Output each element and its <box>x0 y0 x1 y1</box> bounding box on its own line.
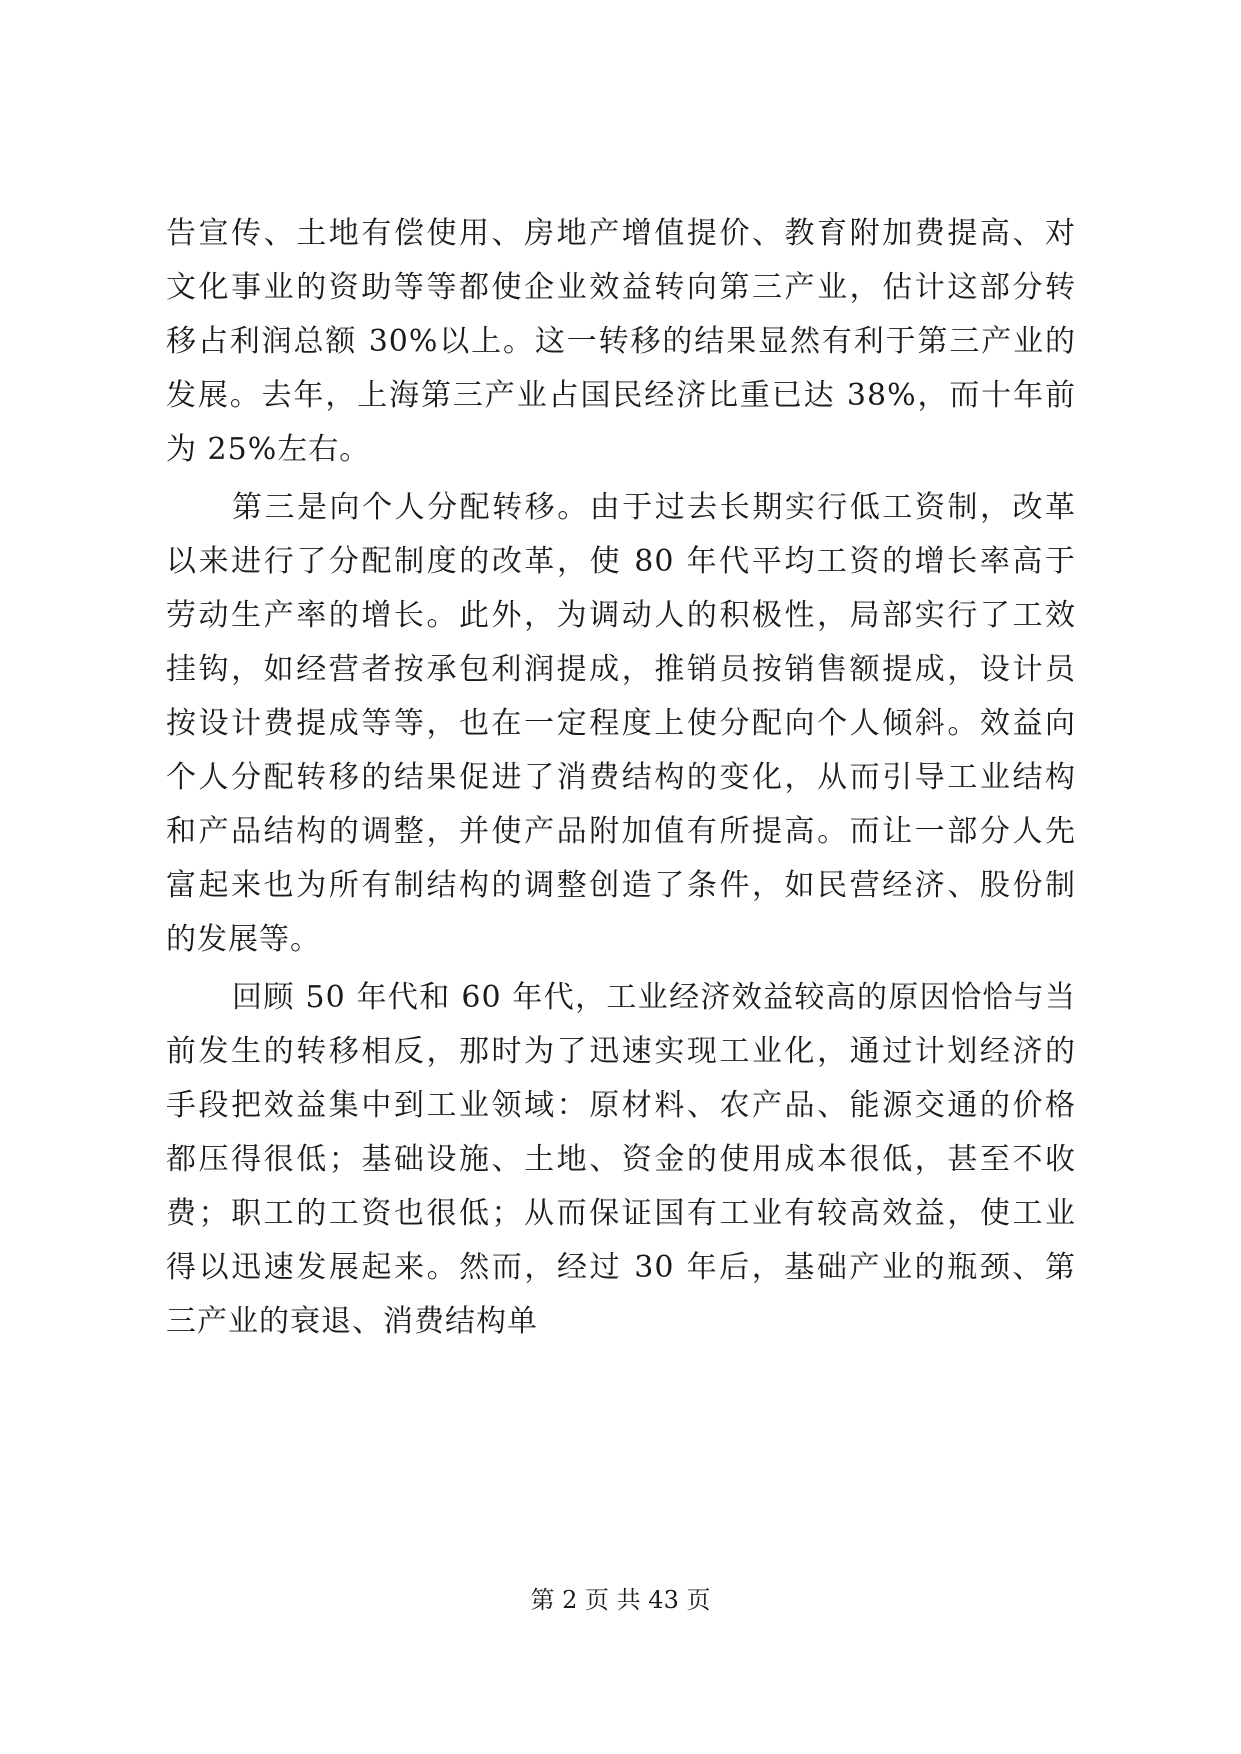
text-line: 的发展等。 <box>166 922 321 957</box>
page-number-footer: 第 2 页 共 43 页 <box>530 1586 711 1614</box>
text-line: 发展。去年，上海第三产业占国民经济比重已达 38%，而十年前 <box>166 378 1076 413</box>
text-line: 富起来也为所有制结构的调整创造了条件，如民营经济、股份制 <box>166 868 1076 903</box>
text-line: 移占利润总额 30%以上。这一转移的结果显然有利于第三产业的 <box>166 324 1076 359</box>
text-line: 和产品结构的调整，并使产品附加值有所提高。而让一部分人先 <box>166 814 1076 849</box>
text-line: 个人分配转移的结果促进了消费结构的变化，从而引导工业结构 <box>166 760 1076 795</box>
text-line: 按设计费提成等等，也在一定程度上使分配向个人倾斜。效益向 <box>166 706 1076 741</box>
text-line: 第三是向个人分配转移。由于过去长期实行低工资制，改革 <box>232 490 1076 525</box>
text-line: 费；职工的工资也很低；从而保证国有工业有较高效益，使工业 <box>166 1196 1076 1231</box>
text-line: 都压得很低；基础设施、土地、资金的使用成本很低，甚至不收 <box>166 1142 1076 1177</box>
text-line: 文化事业的资助等等都使企业效益转向第三产业，估计这部分转 <box>166 270 1076 305</box>
text-line: 得以迅速发展起来。然而，经过 30 年后，基础产业的瓶颈、第 <box>166 1250 1076 1285</box>
text-line: 劳动生产率的增长。此外，为调动人的积极性，局部实行了工效 <box>166 598 1076 633</box>
text-line: 三产业的衰退、消费结构单 <box>166 1304 538 1339</box>
text-line: 手段把效益集中到工业领域：原材料、农产品、能源交通的价格 <box>166 1088 1076 1123</box>
text-line: 回顾 50 年代和 60 年代，工业经济效益较高的原因恰恰与当 <box>232 980 1076 1015</box>
text-line: 为 25%左右。 <box>166 432 371 467</box>
text-line: 挂钩，如经营者按承包利润提成，推销员按销售额提成，设计员 <box>166 652 1076 687</box>
text-line: 告宣传、土地有偿使用、房地产增值提价、教育附加费提高、对 <box>166 216 1076 251</box>
text-line: 以来进行了分配制度的改革，使 80 年代平均工资的增长率高于 <box>166 544 1076 579</box>
text-line: 前发生的转移相反，那时为了迅速实现工业化，通过计划经济的 <box>166 1034 1076 1069</box>
